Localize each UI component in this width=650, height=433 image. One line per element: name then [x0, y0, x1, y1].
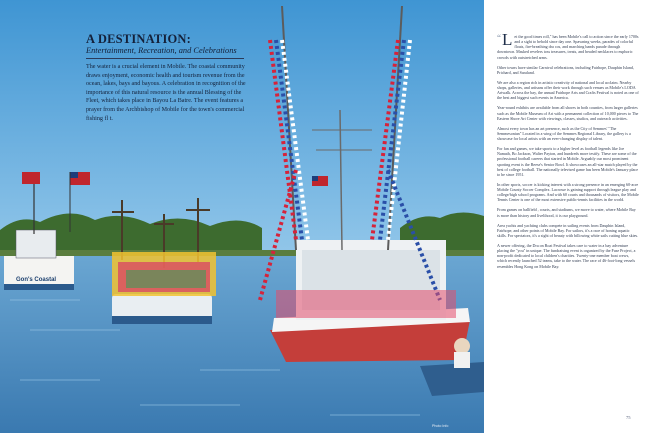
- body-paragraph: Year-round exhibits are available from all shores in both counties, from larger galleries such as the Mobile Museum of Art with a permanent collection of 10,000 pieces to The Eastern Shore Art Center with viewings, classes, studios, and outreach activities.: [497, 105, 639, 121]
- article-column: [497, 30, 639, 424]
- photo-credit: Photo Info: [432, 424, 449, 428]
- body-paragraph: A newer offering, the Dra on Boat Festival takes care to water in a bay adventure placing the "you" in unique. The fundraising event is organized by the Fuse Project, a non-profit dedicated to local children's charities. Twenty-one member boat crews, which recently launched 52 teams, take to the water. The race of 46-foot-long vessels resembles Hong Kong on Mobile Bay.: [497, 243, 636, 269]
- body-paragraph: Other towns have similar Carnival celebrations, including Fairhope, Dauphin Island, Prichard, and Saraland.: [497, 64, 634, 75]
- intro-paragraph: The water is a crucial element in Mobile. The coastal community draws enjoyment, economic health and tourism revenue from the ocean, lakes, bays and bayous. A celebration in recognition of the importance of this natural resource is the annual Blessing of the Fleet, which takes place in Bayou La Batre. The event features a prayer from the Archbishop of Mobile for the town's commercial fishing fl t.: [86, 64, 246, 122]
- body-paragraph: From games on ballfield , courts, and stadiums, we move to water, where Mobile Bay is more than history and livelihood, it is our playground.: [497, 207, 636, 218]
- lead-paragraph: [497, 30, 639, 60]
- body-paragraph: Almost every town has an art presence, such as the City of Semmes' "The Semmesonian" Located in a wing of the Semmes Regional Library, the gallery is a showcase for local artists with an ever-changing display of talent.: [497, 125, 631, 142]
- boat-name-label: Gon's Coastal: [16, 277, 57, 283]
- open-quote-mark: “: [497, 33, 501, 43]
- body-paragraph: In other sports, soccer is kicking interest with a strong presence in an emerging 60-acre Mobile County Soccer Complex. Lacrosse is gaining support through league play and college/high school programs. And with 60 courts and thousands of visitors, the Mobile Tennis Center is one of the most extensive public-tennis facilities in the world.: [497, 181, 639, 203]
- page-number: 75: [626, 415, 631, 420]
- headline: A DESTINATION:: [86, 32, 192, 46]
- subhead: Entertainment, Recreation, and Celebrations: [86, 46, 237, 55]
- body-paragraph: Area yachts and yachting clubs compete in sailing events from Dauphin Island, Fairhope, and other points of Mobile Bay. For sailors, it's a race of honing aquatic skills. For spectators, it's a sight of beauty with billowing white sails cutting blue skies.: [497, 222, 639, 238]
- headline-divider: [86, 58, 244, 59]
- lead-text: et the good times roll," has been Mobile's call to action since the early 1700s and a sight to behold since day one. Spawning weeks, parades of colorful floats, fire-breathing dra cos, and marching bands parade through downtown. Masked revelers toss treasures, treats, and beaded necklaces to euphoric crowds with outstretched arms.: [497, 34, 639, 60]
- body-paragraph: We are also a region rich in artistic creativity of national and local acclaim. Nearby shops, galleries, and artisans offer their work through such venues as Mobile's LODA Artwalk. Across the bay, the annual Fairhope Arts and Crafts Festival is noted as one of the best and biggest such events in America.: [497, 79, 639, 101]
- drop-cap: L: [502, 30, 513, 49]
- body-paragraph: For fan and games, we take sports to a higher level as football legends like Joe Namath, Bo Jackson, Walter Payton, and hundreds more testify. These are some of the professional football careers that started in Mobile. Arguably our most prominent sporting event is the Reese's Senior Bowl. It showcases an all-star match played by the best of college football. The nationally televised game has been Mobile's January place to be since 1951.: [497, 146, 639, 177]
